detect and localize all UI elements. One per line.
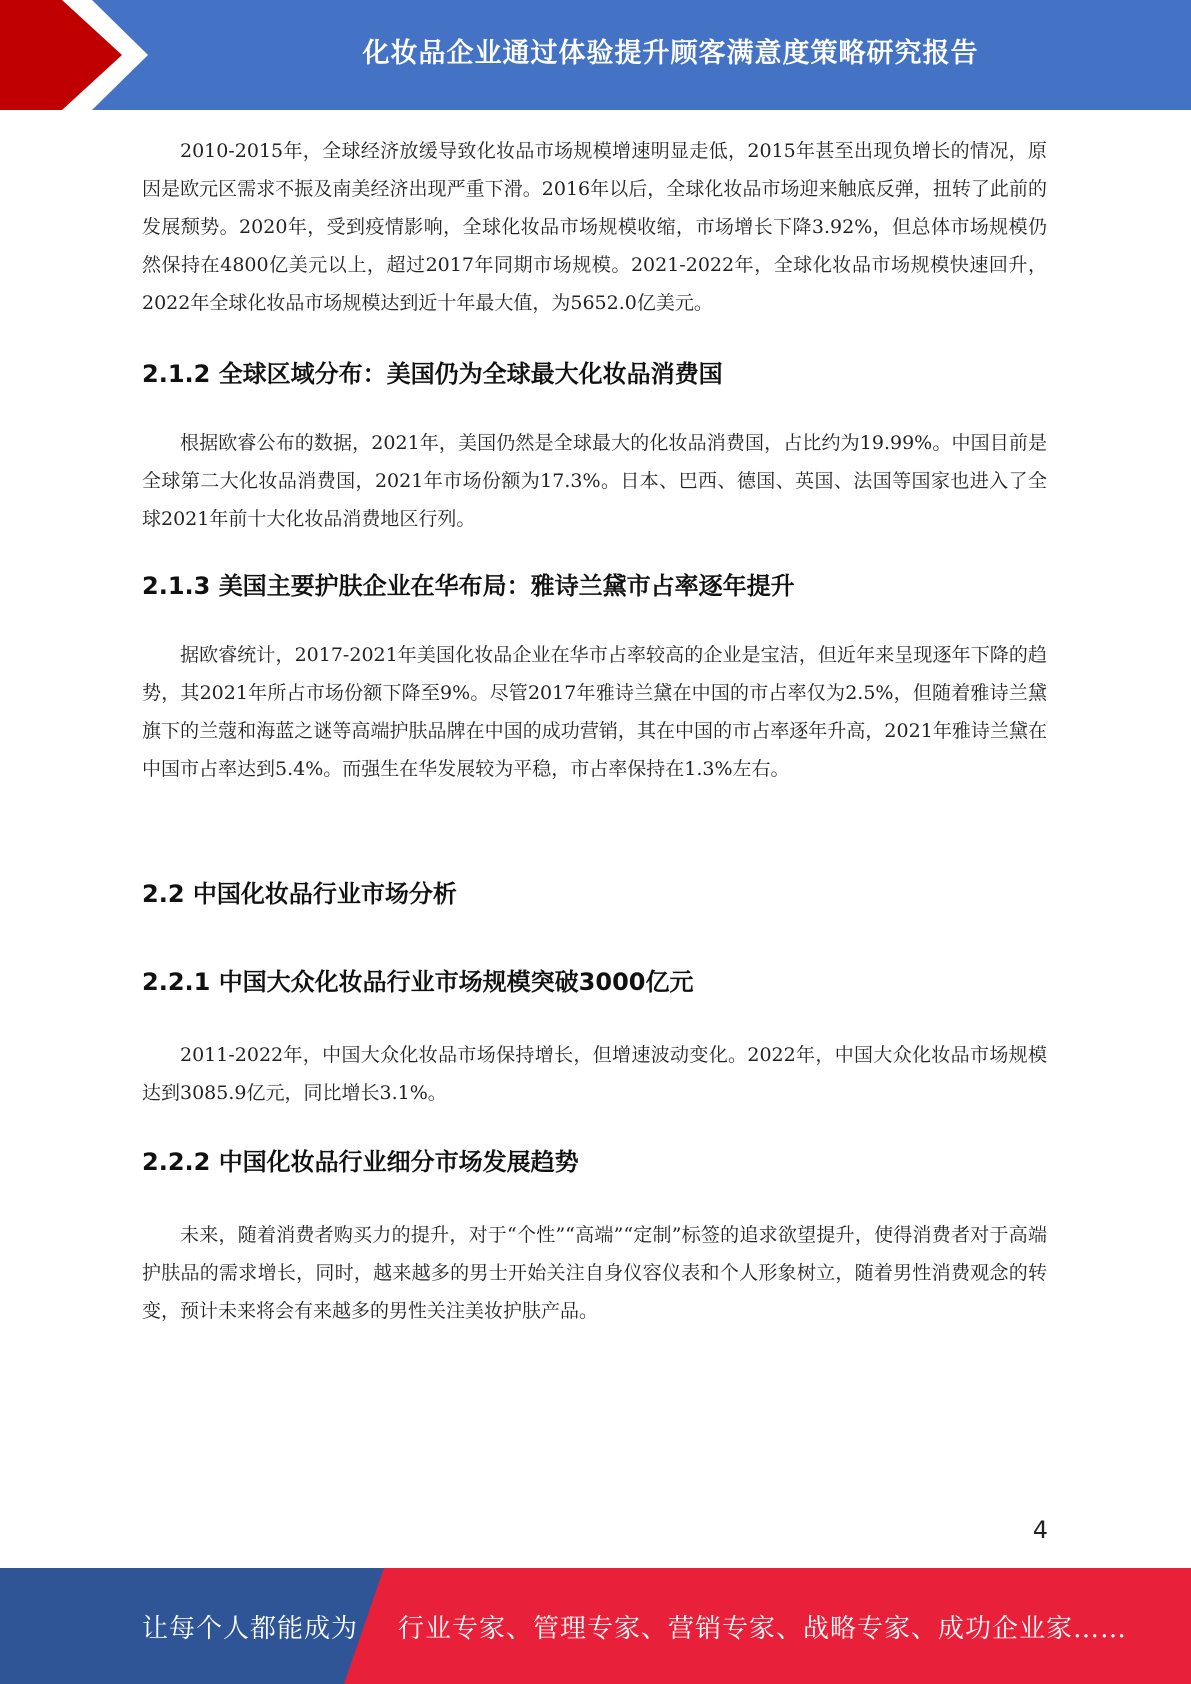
heading-2-2: 2.2 中国化妆品行业市场分析 — [142, 880, 457, 908]
footer-slogan-right: 行业专家、管理专家、营销专家、战略专家、成功企业家…… — [398, 1613, 1128, 1644]
paragraph-global-market-trend: 2010-2015年，全球经济放缓导致化妆品市场规模增速明显走低，2015年甚至出现负增长的情况，原因是欧元区需求不振及南美经济出现严重下滑。2016年以后，全球化妆品市场迎来触底反弹，扭转了此前的发展颓势。2020年，受到疫情影响，全球化妆品市场规模收缩，市场增长下降3.92%，但总体市场规模仍然保持在4800亿美元以上，超过2017年同期市场规模。2021-2022年，全球化妆品市场规模快速回升，2022年全球化妆品市场规模达到近十年最大值，为5652.0亿美元。 — [142, 140, 1047, 314]
heading-2-1-2: 2.1.2 全球区域分布：美国仍为全球最大化妆品消费国 — [142, 360, 723, 388]
report-title: 化妆品企业通过体验提升顾客满意度策略研究报告 — [362, 37, 979, 69]
paragraph-segment-trends: 未来，随着消费者购买力的提升，对于“个性”“高端”“定制”标签的追求欲望提升，使得消费者对于高端护肤品的需求增长，同时，越来越多的男士开始关注自身仪容仪表和个人形象树立，随着男性消费观念的转变，预计未来将会有来越多的男性关注美妆护肤产品。 — [142, 1224, 1047, 1322]
paragraph-global-regions: 根据欧睿公布的数据，2021年，美国仍然是全球最大的化妆品消费国，占比约为19.99%。中国目前是全球第二大化妆品消费国，2021年市场份额为17.3%。日本、巴西、德国、英国、法国等国家也进入了全球2021年前十大化妆品消费地区行列。 — [142, 432, 1047, 530]
page-content — [142, 132, 1047, 1330]
paragraph-us-companies: 据欧睿统计，2017-2021年美国化妆品企业在华市占率较高的企业是宝洁，但近年来呈现逐年下降的趋势，其2021年所占市场份额下降至9%。尽管2017年雅诗兰黛在中国的市占率仅为2.5%，但随着雅诗兰黛旗下的兰蔻和海蓝之谜等高端护肤品牌在中国的成功营销，其在中国的市占率逐年升高，2021年雅诗兰黛在中国市占率达到5.4%。而强生在华发展较为平稳，市占率保持在1.3%左右。 — [142, 644, 1047, 780]
page-footer — [0, 1568, 1191, 1684]
header-arrow-decoration — [0, 0, 160, 110]
page-number: 4 — [1032, 1516, 1048, 1544]
paragraph-china-mass-market: 2011-2022年，中国大众化妆品市场保持增长，但增速波动变化。2022年，中国大众化妆品市场规模达到3085.9亿元，同比增长3.1%。 — [142, 1044, 1047, 1104]
page-header — [0, 0, 1191, 110]
footer-slogan-left: 让每个人都能成为 — [142, 1613, 359, 1644]
heading-2-2-1: 2.2.1 中国大众化妆品行业市场规模突破3000亿元 — [142, 968, 694, 996]
heading-2-1-3: 2.1.3 美国主要护肤企业在华布局：雅诗兰黛市占率逐年提升 — [142, 572, 795, 600]
heading-2-2-2: 2.2.2 中国化妆品行业细分市场发展趋势 — [142, 1148, 579, 1176]
